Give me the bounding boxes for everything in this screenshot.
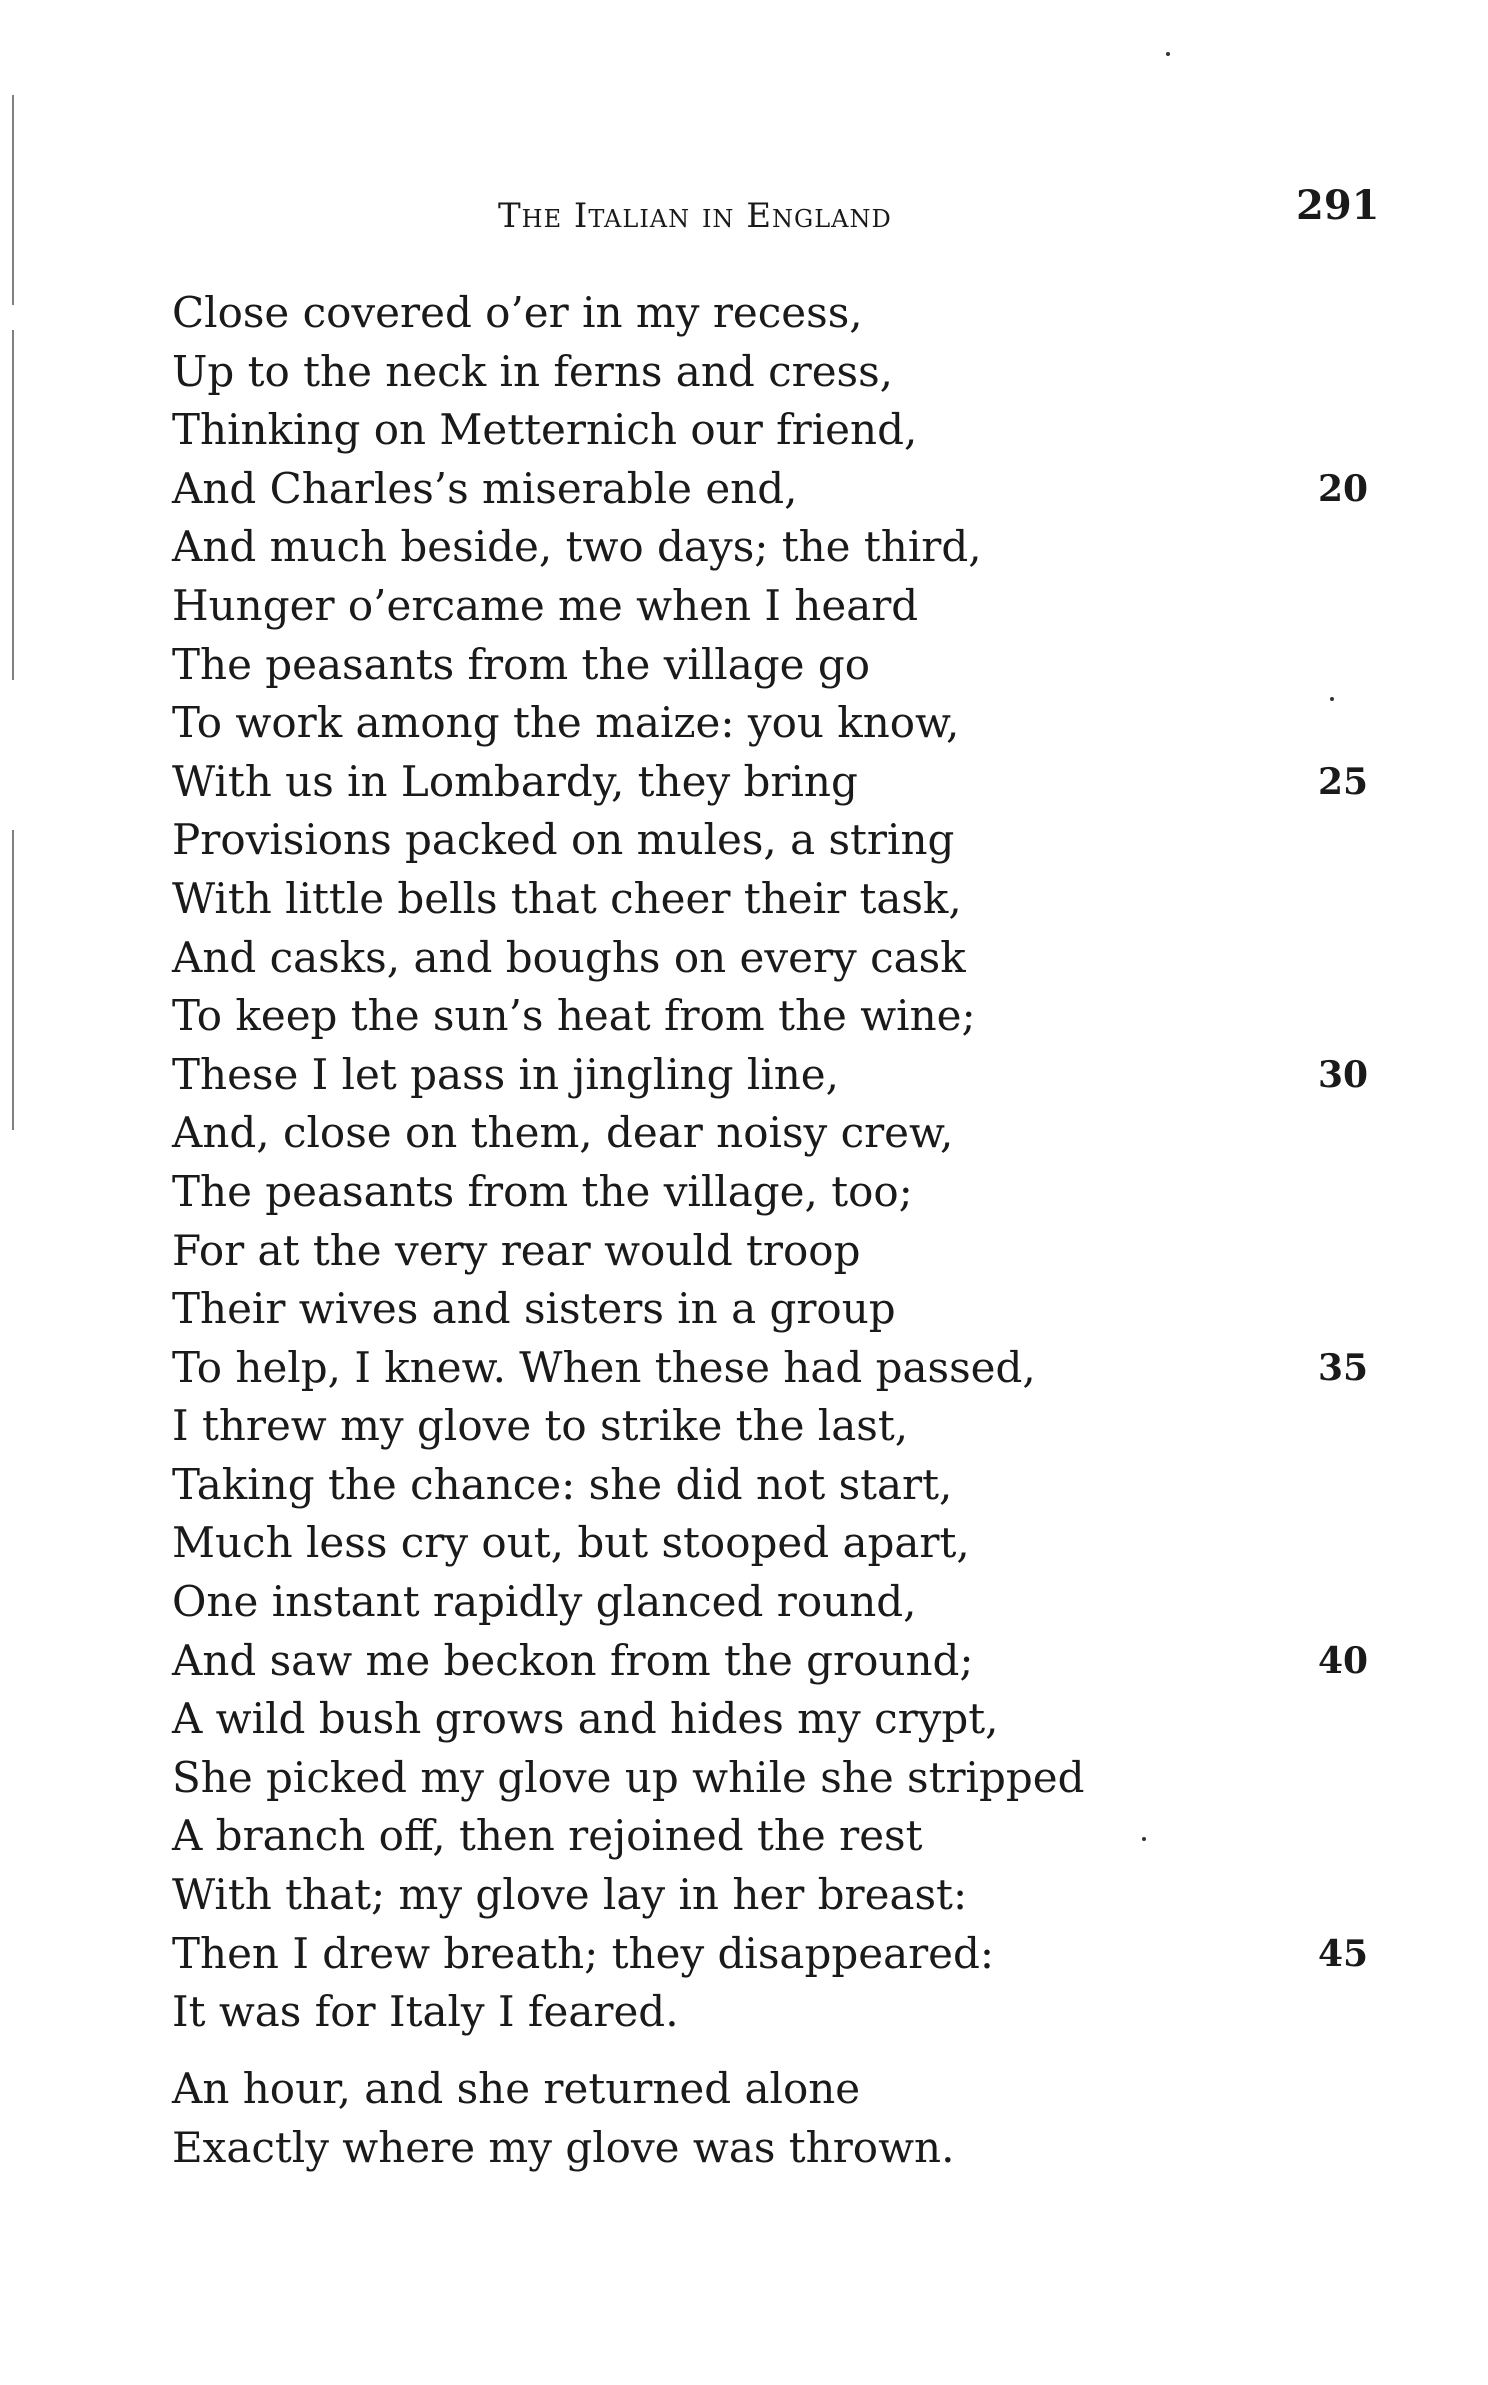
poem-line xyxy=(172,343,1084,402)
poem-line xyxy=(172,1397,1084,1456)
scan-speck xyxy=(1330,697,1334,701)
line-text: An hour, and she returned alone xyxy=(172,2064,861,2113)
line-text: Their wives and sisters in a group xyxy=(172,1284,896,1334)
line-number: 40 xyxy=(1318,1639,1369,1682)
poem-line xyxy=(172,636,1084,695)
poem-line xyxy=(172,870,1084,929)
poem-line xyxy=(172,284,1084,343)
poem-line xyxy=(172,2060,954,2119)
poem-line xyxy=(172,1807,1084,1866)
line-text: Thinking on Metternich our friend, xyxy=(172,405,918,455)
line-text: With us in Lombardy, they bring xyxy=(172,756,858,806)
scan-margin-line xyxy=(12,95,14,305)
line-text: To help, I knew. When these had passed, xyxy=(172,1342,1036,1392)
line-text: I threw my glove to strike the last, xyxy=(172,1401,909,1451)
line-text: The peasants from the village go xyxy=(172,639,871,689)
poem-line xyxy=(172,1339,1369,1398)
line-text: And much beside, two days; the third, xyxy=(172,522,982,572)
running-head: The Italian in England xyxy=(498,196,892,236)
line-number: 45 xyxy=(1318,1932,1369,1975)
line-number: 30 xyxy=(1318,1053,1369,1096)
line-text: Hunger o’ercame me when I heard xyxy=(172,580,919,630)
line-text: Much less cry out, but stooped apart, xyxy=(172,1518,970,1568)
scan-speck xyxy=(1166,52,1170,56)
page-number: 291 xyxy=(1296,182,1380,229)
scan-margin-line xyxy=(12,830,14,1130)
poem-line xyxy=(172,518,1084,577)
line-text: The peasants from the village, too; xyxy=(172,1166,913,1216)
line-text: A branch off, then rejoined the rest xyxy=(172,1811,923,1861)
line-text: These I let pass in jingling line, xyxy=(172,1049,840,1099)
line-text: One instant rapidly glanced round, xyxy=(172,1577,917,1627)
poem-line xyxy=(172,1222,1084,1281)
scan-margin-line xyxy=(12,330,14,680)
poem-line xyxy=(172,401,1084,460)
poem-line xyxy=(172,753,1369,812)
poem-line xyxy=(172,694,1084,753)
line-text: Provisions packed on mules, a string xyxy=(172,815,955,865)
poem-line xyxy=(172,1046,1369,1105)
poem-line xyxy=(172,811,1084,870)
line-text: It was for Italy I feared. xyxy=(172,1987,679,2037)
poem-line xyxy=(172,1514,1084,1573)
line-number: 35 xyxy=(1318,1346,1369,1389)
poem-line xyxy=(172,929,1084,988)
line-text: To work among the maize: you know, xyxy=(172,698,960,748)
stanza xyxy=(172,2060,954,2177)
line-text: A wild bush grows and hides my crypt, xyxy=(172,1694,999,1744)
line-text: For at the very rear would troop xyxy=(172,1225,861,1275)
poem-line xyxy=(172,1925,1369,1984)
poem-line xyxy=(172,1104,1084,1163)
line-text: And casks, and boughs on every cask xyxy=(172,932,966,982)
line-text: Exactly where my glove was thrown. xyxy=(172,2122,955,2172)
poem-line xyxy=(172,1632,1369,1691)
poem-line xyxy=(172,1163,1084,1222)
line-text: Then I drew breath; they disappeared: xyxy=(172,1928,995,1978)
poem-line xyxy=(172,1866,1084,1925)
line-text: Up to the neck in ferns and cress, xyxy=(172,346,894,396)
line-text: And saw me beckon from the ground; xyxy=(172,1635,974,1685)
poem-line xyxy=(172,1749,1084,1808)
line-text: To keep the sun’s heat from the wine; xyxy=(172,991,976,1041)
poem-line xyxy=(172,460,1369,519)
line-text: Taking the chance: she did not start, xyxy=(172,1459,953,1509)
line-text: Close covered o’er in my recess, xyxy=(172,288,863,337)
poem-line xyxy=(172,1573,1084,1632)
line-number: 20 xyxy=(1318,467,1369,510)
poem-line xyxy=(172,2119,954,2178)
line-text: She picked my glove up while she stripped xyxy=(172,1752,1085,1802)
line-text: With that; my glove lay in her breast: xyxy=(172,1870,968,1920)
poem-line xyxy=(172,1690,1084,1749)
poem-line xyxy=(172,1983,1084,2042)
poem-line xyxy=(172,1280,1084,1339)
scan-speck xyxy=(1142,1837,1146,1841)
poem-line xyxy=(172,987,1084,1046)
poem-line xyxy=(172,577,1084,636)
poem-line xyxy=(172,1456,1084,1515)
line-text: And Charles’s miserable end, xyxy=(172,463,798,513)
line-text: And, close on them, dear noisy crew, xyxy=(172,1108,954,1158)
stanza xyxy=(172,284,1369,2042)
line-text: With little bells that cheer their task, xyxy=(172,873,962,923)
line-number: 25 xyxy=(1318,760,1369,803)
